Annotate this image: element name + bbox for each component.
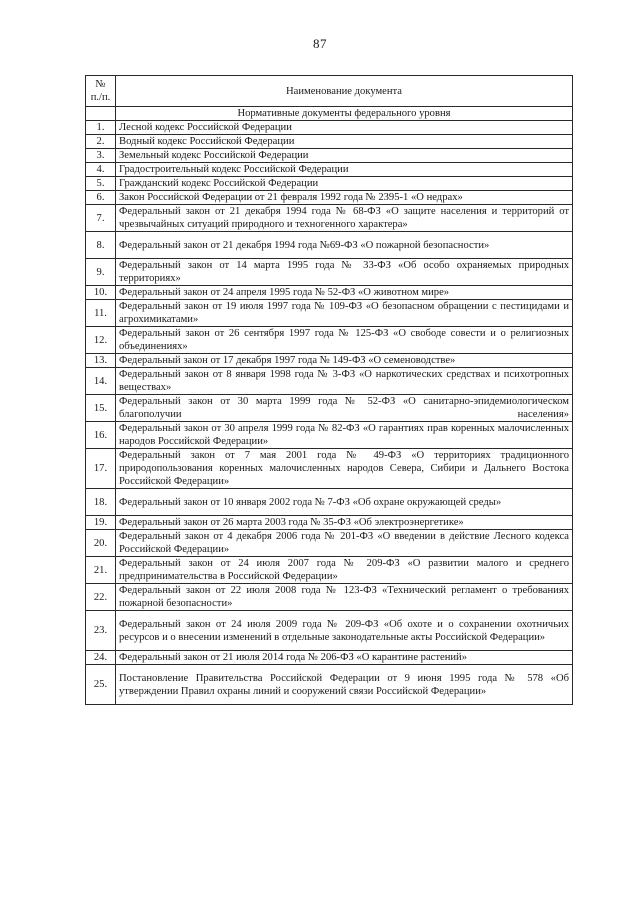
row-number: 6. (86, 191, 116, 205)
row-document-name: Федеральный закон от 24 июля 2007 года № 209-ФЗ «О развитии малого и среднего предпринимательства в Российской Федерации» (116, 557, 573, 584)
table-row (86, 530, 573, 557)
row-number: 16. (86, 422, 116, 449)
row-document-name: Гражданский кодекс Российской Федерации (116, 177, 573, 191)
row-number: 15. (86, 395, 116, 422)
row-document-name: Федеральный закон от 19 июля 1997 года № 109-ФЗ «О безопасном обращении с пестицидами и агрохимикатами» (116, 300, 573, 327)
row-number: 4. (86, 163, 116, 177)
row-number: 17. (86, 449, 116, 489)
row-document-name: Земельный кодекс Российской Федерации (116, 149, 573, 163)
section-title: Нормативные документы федерального уровня (116, 107, 573, 121)
table-body (86, 121, 573, 705)
header-number-abbr: п./п. (90, 92, 111, 103)
table-row (86, 191, 573, 205)
header-number-symbol: № (95, 79, 106, 90)
row-number: 8. (86, 232, 116, 259)
row-number: 25. (86, 665, 116, 705)
row-number: 2. (86, 135, 116, 149)
table-row (86, 395, 573, 422)
row-number: 5. (86, 177, 116, 191)
table-row (86, 354, 573, 368)
row-number: 19. (86, 516, 116, 530)
row-document-name: Водный кодекс Российской Федерации (116, 135, 573, 149)
row-document-name: Федеральный закон от 7 мая 2001 года № 49-ФЗ «О территориях традиционного природопользования коренных малочисленных народов Севера, Сибири и Дальнего Востока Российской Федерации» (116, 449, 573, 489)
row-document-name: Градостроительный кодекс Российской Федерации (116, 163, 573, 177)
table-row (86, 368, 573, 395)
row-number: 21. (86, 557, 116, 584)
table-row (86, 611, 573, 651)
row-document-name: Федеральный закон от 22 июля 2008 года № 123-ФЗ «Технический регламент о требованиях пожарной безопасности» (116, 584, 573, 611)
table-row (86, 584, 573, 611)
table-row (86, 651, 573, 665)
table-row (86, 205, 573, 232)
row-number: 22. (86, 584, 116, 611)
table-row (86, 422, 573, 449)
table-header-row (86, 76, 573, 107)
row-document-name: Федеральный закон от 30 марта 1999 года № 52-ФЗ «О санитарно-эпидемиологическом благополучии населения» (116, 395, 573, 422)
row-number: 20. (86, 530, 116, 557)
row-number: 3. (86, 149, 116, 163)
row-document-name: Федеральный закон от 24 апреля 1995 года № 52-ФЗ «О животном мире» (116, 286, 573, 300)
table-row (86, 286, 573, 300)
row-number: 1. (86, 121, 116, 135)
row-document-name: Постановление Правительства Российской Федерации от 9 июня 1995 года № 578 «Об утверждении Правил охраны линий и сооружений связи Российской Федерации» (116, 665, 573, 705)
row-document-name: Федеральный закон от 26 сентября 1997 года № 125-ФЗ «О свободе совести и о религиозных объединениях» (116, 327, 573, 354)
row-document-name: Федеральный закон от 30 апреля 1999 года № 82-ФЗ «О гарантиях прав коренных малочисленных народов Российской Федерации» (116, 422, 573, 449)
row-number: 7. (86, 205, 116, 232)
row-document-name: Федеральный закон от 21 декабря 1994 года № 68-ФЗ «О защите населения и территорий от чрезвычайных ситуаций природного и техногенного характера» (116, 205, 573, 232)
table-row (86, 327, 573, 354)
row-number: 13. (86, 354, 116, 368)
row-document-name: Федеральный закон от 21 декабря 1994 года №69-ФЗ «О пожарной безопасности» (116, 232, 573, 259)
table-row (86, 665, 573, 705)
table-row (86, 232, 573, 259)
section-empty-cell (86, 107, 116, 121)
header-name-cell: Наименование документа (116, 76, 573, 107)
row-document-name: Федеральный закон от 21 июля 2014 года № 206-ФЗ «О карантине растений» (116, 651, 573, 665)
table-row (86, 177, 573, 191)
row-number: 9. (86, 259, 116, 286)
row-document-name: Лесной кодекс Российской Федерации (116, 121, 573, 135)
row-document-name: Федеральный закон от 8 января 1998 года № 3-ФЗ «О наркотических средствах и психотропных веществах» (116, 368, 573, 395)
section-row (86, 107, 573, 121)
header-number-cell (86, 76, 116, 107)
table-row (86, 135, 573, 149)
page-number: 87 (313, 36, 327, 51)
row-document-name: Закон Российской Федерации от 21 февраля 1992 года № 2395-1 «О недрах» (116, 191, 573, 205)
table-row (86, 121, 573, 135)
row-number: 23. (86, 611, 116, 651)
row-document-name: Федеральный закон от 10 января 2002 года № 7-ФЗ «Об охране окружающей среды» (116, 489, 573, 516)
row-number: 24. (86, 651, 116, 665)
table-row (86, 557, 573, 584)
table-row (86, 300, 573, 327)
table-row (86, 516, 573, 530)
row-document-name: Федеральный закон от 26 марта 2003 года № 35-ФЗ «Об электроэнергетике» (116, 516, 573, 530)
row-document-name: Федеральный закон от 24 июля 2009 года № 209-ФЗ «Об охоте и о сохранении охотничьих ресурсов и о внесении изменений в отдельные законодательные акты Российской Федерации» (116, 611, 573, 651)
row-number: 14. (86, 368, 116, 395)
table-row (86, 489, 573, 516)
row-document-name: Федеральный закон от 14 марта 1995 года № 33-ФЗ «Об особо охраняемых природных территориях» (116, 259, 573, 286)
row-number: 10. (86, 286, 116, 300)
documents-table (85, 75, 573, 705)
row-number: 12. (86, 327, 116, 354)
row-number: 18. (86, 489, 116, 516)
table-row (86, 449, 573, 489)
table-row (86, 259, 573, 286)
row-document-name: Федеральный закон от 4 декабря 2006 года № 201-ФЗ «О введении в действие Лесного кодекса Российской Федерации» (116, 530, 573, 557)
table-row (86, 163, 573, 177)
row-document-name: Федеральный закон от 17 декабря 1997 года № 149-ФЗ «О семеноводстве» (116, 354, 573, 368)
row-number: 11. (86, 300, 116, 327)
table-row (86, 149, 573, 163)
